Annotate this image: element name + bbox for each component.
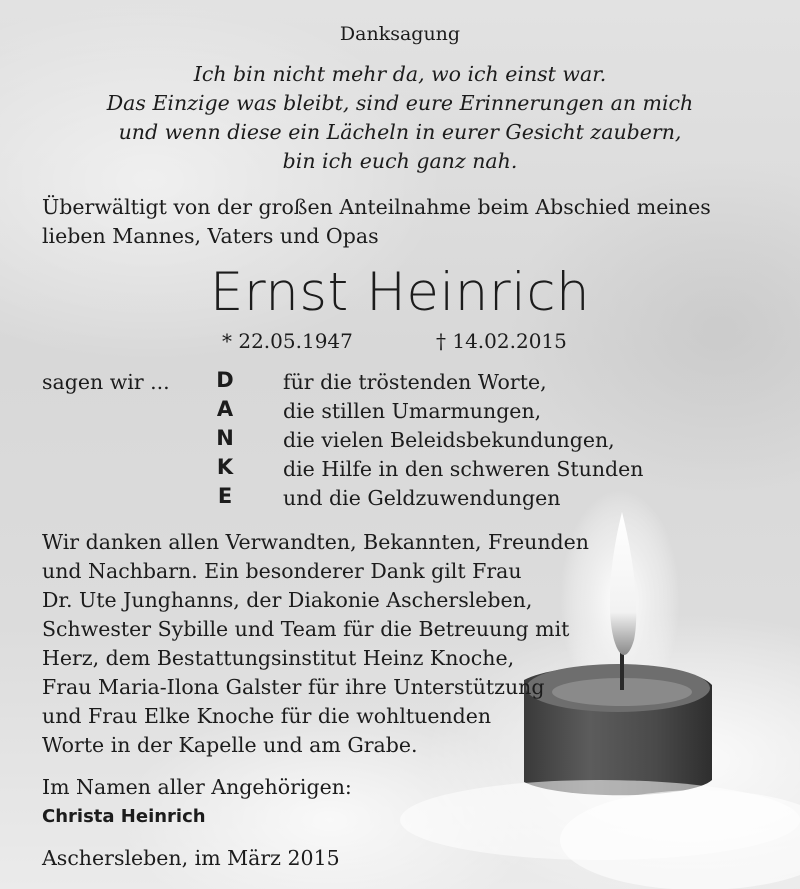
- death-date: † 14.02.2015: [436, 329, 567, 353]
- thanks-line: für die tröstenden Worte,: [283, 370, 547, 394]
- thanks-lead: sagen wir ...: [42, 370, 170, 394]
- on-behalf-text: Im Namen aller Angehörigen:: [42, 775, 352, 799]
- heading: Danksagung: [339, 23, 461, 45]
- acknowledgement-line: und Nachbarn. Ein besonderer Dank gilt Frau: [42, 559, 522, 583]
- deceased-name: Ernst Heinrich: [209, 262, 591, 323]
- intro-line: lieben Mannes, Vaters und Opas: [42, 224, 379, 248]
- thanks-line: die vielen Beleidsbekundungen,: [283, 428, 615, 452]
- danke-letter: E: [217, 484, 233, 508]
- poem-line: Das Einzige was bleibt, sind eure Erinnerungen an mich: [106, 91, 694, 115]
- place-date: Aschersleben, im März 2015: [42, 846, 340, 870]
- poem-line: Ich bin nicht mehr da, wo ich einst war.: [193, 62, 607, 86]
- acknowledgement-line: und Frau Elke Knoche für die wohltuenden: [42, 704, 492, 728]
- acknowledgement-line: Worte in der Kapelle und am Grabe.: [42, 733, 418, 757]
- poem-line: und wenn diese ein Lächeln in eurer Gesicht zaubern,: [118, 120, 682, 144]
- acknowledgement-line: Wir danken allen Verwandten, Bekannten, Freunden: [42, 530, 590, 554]
- acknowledgement-line: Herz, dem Bestattungsinstitut Heinz Knoche,: [42, 646, 515, 670]
- danke-letter: K: [216, 455, 234, 479]
- birth-date: * 22.05.1947: [222, 329, 353, 353]
- acknowledgement-line: Dr. Ute Junghanns, der Diakonie Aschersleben,: [42, 588, 533, 612]
- thanks-line: die stillen Umarmungen,: [283, 399, 542, 423]
- intro-line: Überwältigt von der großen Anteilnahme beim Abschied meines: [42, 195, 711, 219]
- danke-letter: A: [216, 397, 234, 421]
- thanks-line: die Hilfe in den schweren Stunden: [283, 457, 644, 481]
- danke-letter: N: [216, 426, 234, 450]
- thanks-line: und die Geldzuwendungen: [283, 486, 561, 510]
- poem-line: bin ich euch ganz nah.: [282, 149, 518, 173]
- danke-letter: D: [216, 368, 234, 392]
- acknowledgement-line: Schwester Sybille und Team für die Betreuung mit: [42, 617, 570, 641]
- acknowledgement-line: Frau Maria-Ilona Galster für ihre Unterstützung: [42, 675, 545, 699]
- signer-name: Christa Heinrich: [42, 806, 206, 827]
